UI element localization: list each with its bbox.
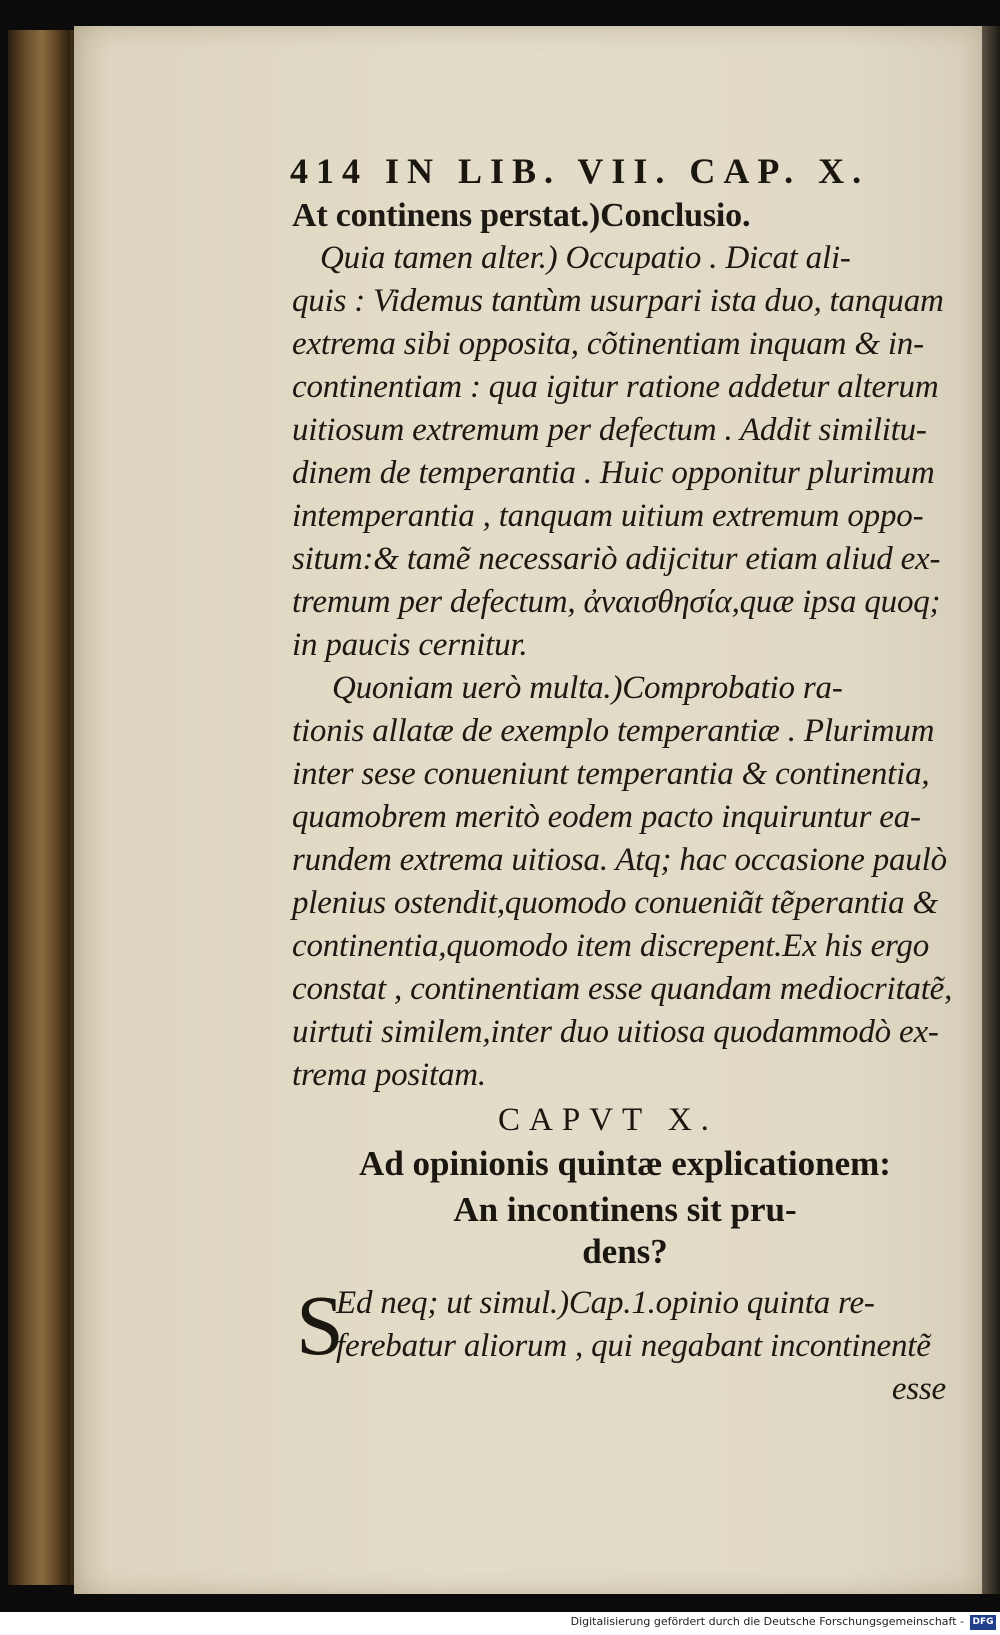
text-line: intemperantia , tanquam uitium extremum oppo- xyxy=(292,498,924,534)
final-paragraph xyxy=(336,1282,956,1411)
text-line: constat , continentiam esse quandam mediocritatẽ, xyxy=(292,971,953,1007)
chapter-heading-line: dens? xyxy=(582,1232,668,1271)
text-line: Quoniam uerò multa.)Comprobatio ra- xyxy=(332,670,843,706)
text-line: uirtuti similem,inter duo uitiosa quodammodò ex- xyxy=(292,1014,939,1050)
text-line: At continens perstat.)Conclusio. xyxy=(292,197,751,234)
text-line: rundem extrema uitiosa. Atq; hac occasione paulò xyxy=(292,842,947,878)
text-line: inter sese conueniunt temperantia & continentia, xyxy=(292,756,930,792)
page-text xyxy=(292,194,952,1097)
catchword: esse xyxy=(891,1371,946,1407)
text-line: tremum per defectum, ἀναισθησία,quæ ipsa quoq; xyxy=(292,584,941,620)
chapter-heading-line: An incontinens sit pru- xyxy=(453,1190,797,1229)
text-line: dinem de temperantia . Huic opponitur plurimum xyxy=(292,455,935,491)
text-line: continentiam : qua igitur ratione addetur alterum xyxy=(292,369,939,405)
page-right-edge xyxy=(982,26,1000,1594)
text-line: Ed neq; ut simul.)Cap.1.opinio quinta re- xyxy=(336,1285,875,1321)
funding-credit: Digitalisierung gefördert durch die Deutsche Forschungsgemeinschaft - xyxy=(570,1615,964,1628)
text-line: situm:& tamẽ necessariò adijcitur etiam aliud ex- xyxy=(292,541,941,577)
book-spine-edge xyxy=(8,30,70,1585)
drop-capital: S xyxy=(296,1277,344,1373)
text-line: extrema sibi opposita, cõtinentiam inquam & in- xyxy=(292,326,924,362)
text-line: Quia tamen alter.) Occupatio . Dicat ali- xyxy=(320,240,851,276)
text-line: uitiosum extremum per defectum . Addit similitu- xyxy=(292,412,927,448)
text-line: in paucis cernitur. xyxy=(292,627,528,663)
chapter-label: CAPVT X. xyxy=(498,1102,718,1138)
text-line: tionis allatæ de exemplo temperantiæ . Plurimum xyxy=(292,713,935,749)
text-line: quamobrem meritò eodem pacto inquiruntur ea- xyxy=(292,799,921,835)
dfg-logo: DFG xyxy=(970,1615,996,1630)
text-line: continentia,quomodo item discrepent.Ex his ergo xyxy=(292,928,930,964)
chapter-heading-line: Ad opinionis quintæ explicationem: xyxy=(359,1144,891,1183)
running-head: 414 IN LIB. VII. CAP. X. xyxy=(290,151,870,191)
text-line: plenius ostendit,quomodo conueniãt tẽperantia & xyxy=(292,885,938,921)
digitization-footer xyxy=(0,1612,1000,1635)
text-line: ferebatur aliorum , qui negabant incontinentẽ xyxy=(336,1328,931,1364)
text-line: trema positam. xyxy=(292,1057,486,1093)
text-line: quis : Videmus tantùm usurpari ista duo, tanquam xyxy=(292,283,944,319)
